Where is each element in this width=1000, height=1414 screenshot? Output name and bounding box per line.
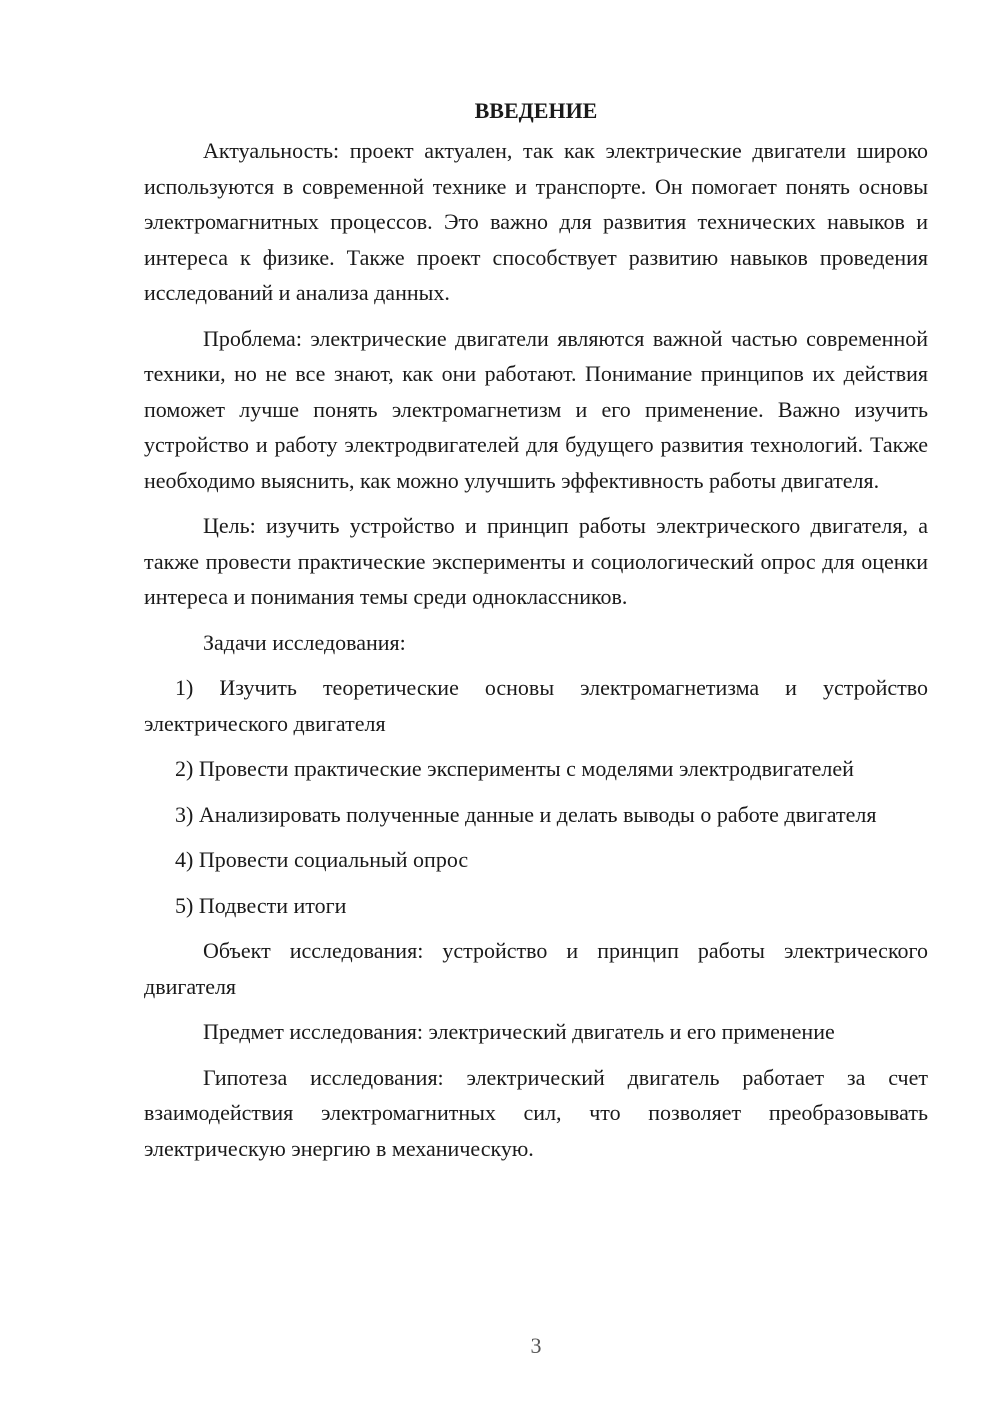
task-item-4: 4) Провести социальный опрос — [175, 847, 469, 872]
page-number: 3 — [530, 1333, 542, 1358]
task-item-3: 3) Анализировать полученные данные и делать выводы о работе двигателя — [175, 801, 877, 827]
paragraph-subject: Предмет исследования: электрический двигатель и его применение — [203, 1019, 835, 1044]
paragraph-problem: Проблема: электрические двигатели являются важной частью современной техники, но не все знают, как они работают. Понимание принципов их действия поможет лучше понять электромагнетизм и его применение. Важно изучить устройство и работу электродвигателей для будущего развития технологий. Также необходимо выяснить, как можно улучшить эффективность работы двигателя. — [144, 325, 928, 493]
task-item-2: 2) Провести практические эксперименты с моделями электродвигателей — [175, 756, 854, 781]
task-item-1: 1) Изучить теоретические основы электромагнетизма и устройство электрического двигателя — [144, 675, 928, 736]
paragraph-relevance: Актуальность: проект актуален, так как электрические двигатели широко используются в современной технике и транспорте. Он помогает понять основы электромагнитных процессов. Это важно для развития технических навыков и интереса к физике. Также проект способствует развитию навыков проведения исследований и анализа данных. — [144, 138, 928, 305]
task-item-5: 5) Подвести итоги — [175, 892, 347, 918]
page-content — [144, 95, 928, 1176]
section-title: ВВЕДЕНИЕ — [474, 98, 598, 123]
paragraph-tasks-heading: Задачи исследования: — [203, 629, 406, 655]
paragraph-hypothesis: Гипотеза исследования: электрический двигатель работает за счет взаимодействия электромагнитных сил, что позволяет преобразовывать электрическую энергию в механическую. — [144, 1064, 928, 1161]
paragraph-goal: Цель: изучить устройство и принцип работы электрического двигателя, а также провести практические эксперименты и социологический опрос для оценки интереса и понимания темы среди одноклассников. — [144, 513, 928, 609]
paragraph-object: Объект исследования: устройство и принцип работы электрического двигателя — [144, 938, 928, 999]
